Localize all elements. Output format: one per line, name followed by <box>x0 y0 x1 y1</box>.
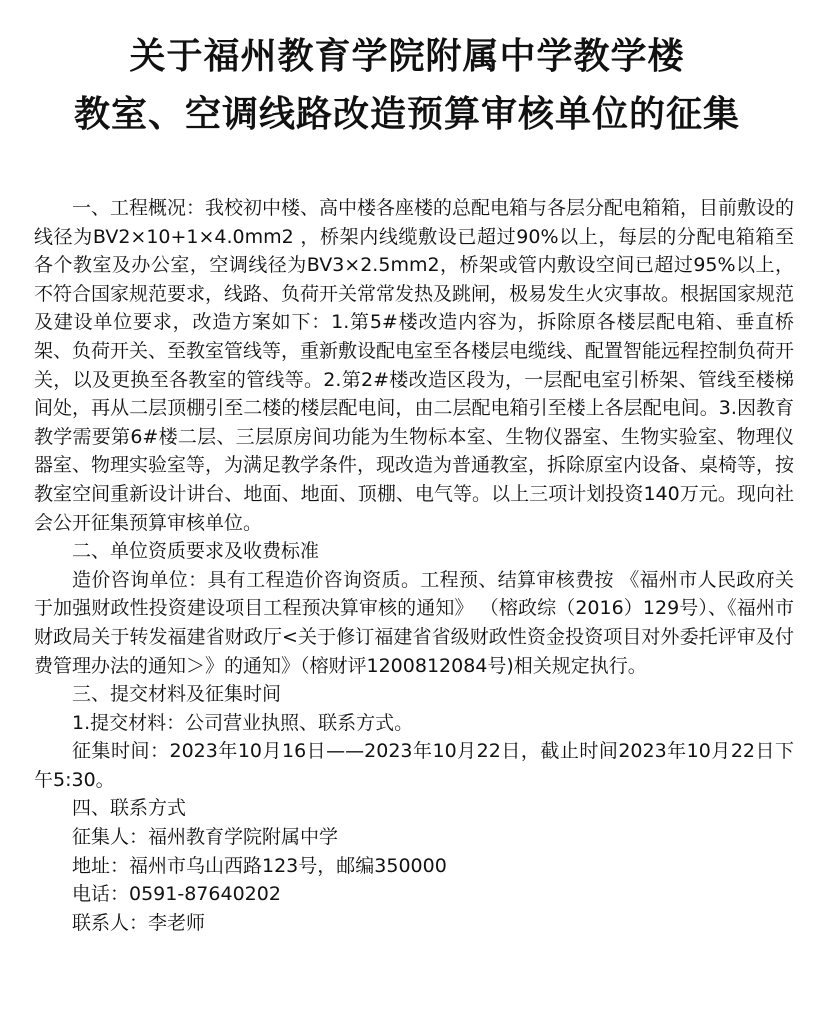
submission-heading: 三、提交材料及征集时间 <box>72 683 282 706</box>
qualification-paragraph: 造价咨询单位：具有工程造价咨询资质。工程预、结算审核费按 《福州市人民政府关于加强财政性投资建设项目工程预决算审核的通知》 （榕政综（2016）129号）、《福州市财政局关于转发福建省财政厅<关于修订福建省省级财政性资金投资项目对外委托评审及付费管理办法的通知＞》的通知》（榕财评1200812084号)相关规定执行。 <box>34 568 794 677</box>
contact-person: 联系人：李老师 <box>72 911 206 934</box>
contact-heading: 四、联系方式 <box>72 797 187 820</box>
title-line-2: 教室、空调线路改造预算审核单位的征集 <box>73 94 740 135</box>
qualification-heading: 二、单位资质要求及收费标准 <box>72 540 320 563</box>
submission-materials: 1.提交材料：公司营业执照、联系方式。 <box>72 711 414 734</box>
notice-body <box>34 194 794 937</box>
submission-time: 征集时间：2023年10月16日——2023年10月22日，截止时间2023年10月22日下午5:30。 <box>34 740 794 791</box>
contact-phone: 电话：0591-87640202 <box>72 883 281 906</box>
title-line-1: 关于福州教育学院附属中学教学楼 <box>129 36 685 77</box>
overview-paragraph: 一、工程概况：我校初中楼、高中楼各座楼的总配电箱与各层分配电箱箱，目前敷设的线径为BV2×10+1×4.0mm2 ，桥架内线缆敷设已超过90%以上，每层的分配电箱箱至各个教室及办公室，空调线径为BV3×2.5mm2，桥架或管内敷设空间已超过95%以上，不符合国家规范要求，线路、负荷开关常常发热及跳闸，极易发生火灾事故。根据国家规范及建设单位要求，改造方案如下：1.第5#楼改造内容为，拆除原各楼层配电箱、垂直桥架、负荷开关、至教室管线等，重新敷设配电室至各楼层电缆线、配置智能远程控制负荷开关，以及更换至各教室的管线等。2.第2#楼改造区段为，一层配电室引桥架、管线至楼梯间处，再从二层顶棚引至二楼的楼层配电间，由二层配电箱引至楼上各层配电间。3.因教育教学需要第6#楼二层、三层原房间功能为生物标本室、生物仪器室、生物实验室、物理仪器室、物理实验室等，为满足教学条件，现改造为普通教室，拆除原室内设备、桌椅等，按教室空间重新设计讲台、地面、地面、顶棚、电气等。以上三项计划投资140万元。现向社会公开征集预算审核单位。 <box>34 197 795 534</box>
contact-collector: 征集人：福州教育学院附属中学 <box>72 826 339 849</box>
contact-address: 地址：福州市乌山西路123号，邮编350000 <box>72 854 447 877</box>
